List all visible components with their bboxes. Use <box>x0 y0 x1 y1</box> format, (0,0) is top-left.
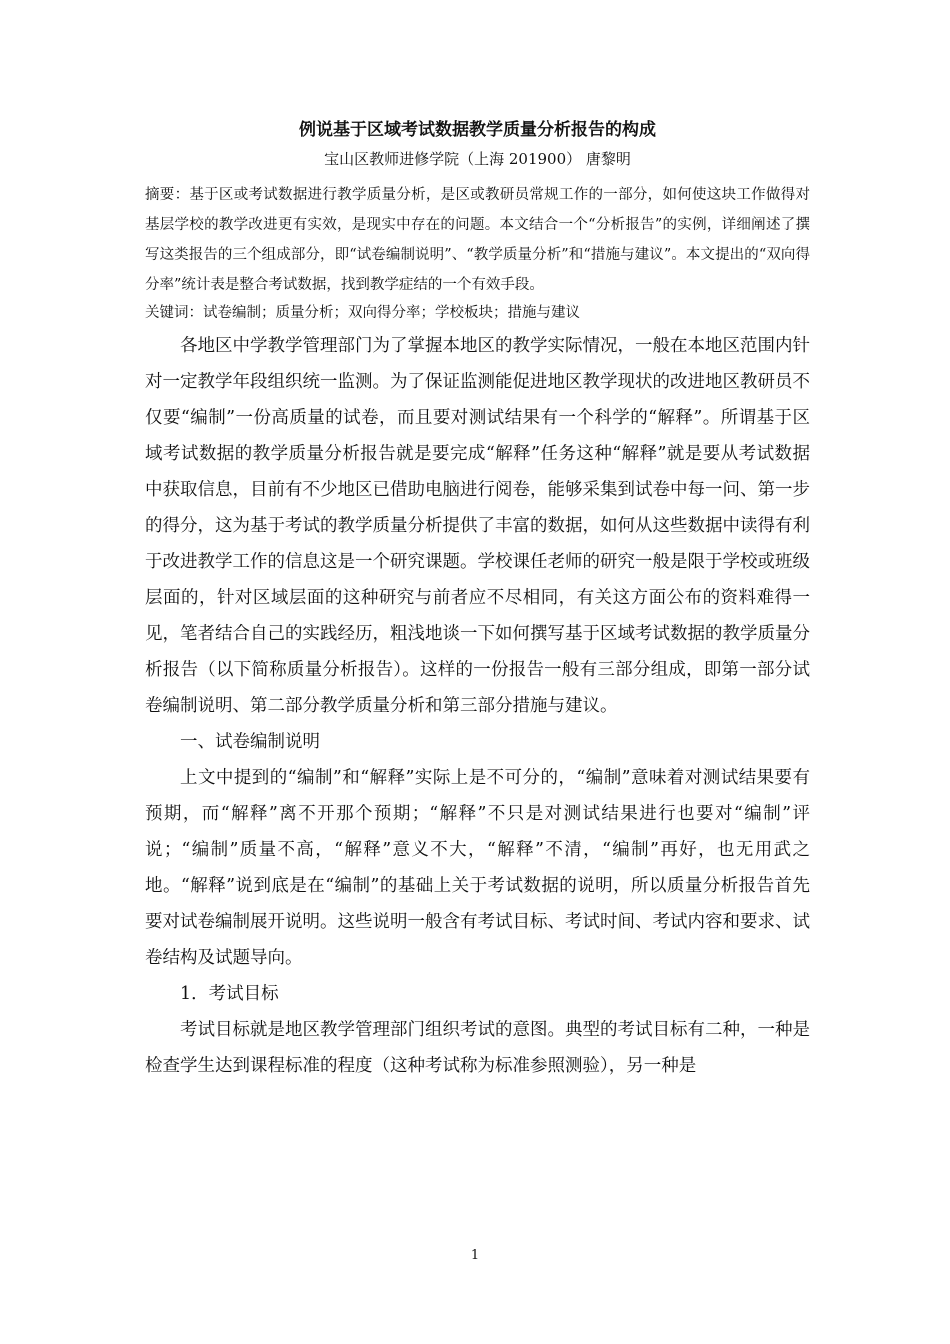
page-number: 1 <box>470 1248 480 1263</box>
abstract: 摘要：基于区或考试数据进行教学质量分析，是区或教研员常规工作的一部分，如何使这块工作做得对基层学校的教学改进更有实效，是现实中存在的问题。本文结合一个“分析报告”的实例，详细阐述了撰写这类报告的三个组成部分，即“试卷编制说明”、“教学质量分析”和“措施与建议”。本文提出的“双向得分率”统计表是整合考试数据，找到教学症结的一个有效手段。 <box>145 187 810 293</box>
body-paragraph-1: 各地区中学教学管理部门为了掌握本地区的教学实际情况，一般在本地区范围内针对一定教学年段组织统一监测。为了保证监测能促进地区教学现状的改进地区教研员不仅要“编制”一份高质量的试卷，而且要对测试结果有一个科学的“解释”。所谓基于区域考试数据的教学质量分析报告就是要完成“解释”任务这种“解释”就是要从考试数据中获取信息，目前有不少地区已借助电脑进行阅卷，能够采集到试卷中每一问、第一步的得分，这为基于考试的教学质量分析提供了丰富的数据，如何从这些数据中读得有利于改进教学工作的信息这是一个研究课题。学校课任老师的研究一般是限于学校或班级层面的，针对区域层面的这种研究与前者应不尽相同，有关这方面公布的资料难得一见，笔者结合自己的实践经历，粗浅地谈一下如何撰写基于区域考试数据的教学质量分析报告（以下简称质量分析报告）。这样的一份报告一般有三部分组成，即第一部分试卷编制说明、第二部分教学质量分析和第三部分措施与建议。 <box>145 336 810 716</box>
body-paragraph-3: 考试目标就是地区教学管理部门组织考试的意图。典型的考试目标有二种，一种是检查学生达到课程标准的程度（这种考试称为标准参照测验），另一种是 <box>145 1020 810 1076</box>
body-paragraph-2: 上文中提到的“编制”和“解释”实际上是不可分的，“编制”意味着对测试结果要有预期，而“解释”离不开那个预期；“解释”不只是对测试结果进行也要对“编制”评说；“编制”质量不高，“解释”意义不大，“解释”不清，“编制”再好，也无用武之地。“解释”说到底是在“编制”的基础上关于考试数据的说明，所以质量分析报告首先要对试卷编制展开说明。这些说明一般含有考试目标、考试时间、考试内容和要求、试卷结构及试题导向。 <box>145 768 810 968</box>
keywords: 关键词：试卷编制；质量分析；双向得分率；学校板块；措施与建议 <box>145 305 580 321</box>
author-line: 宝山区教师进修学院（上海 201900） 唐黎明 <box>324 150 631 168</box>
subsection-heading-1: 1．考试目标 <box>180 984 279 1004</box>
document-page <box>145 118 810 1084</box>
section-heading-1: 一、试卷编制说明 <box>180 732 320 752</box>
document-title: 例说基于区域考试数据教学质量分析报告的构成 <box>299 120 656 140</box>
